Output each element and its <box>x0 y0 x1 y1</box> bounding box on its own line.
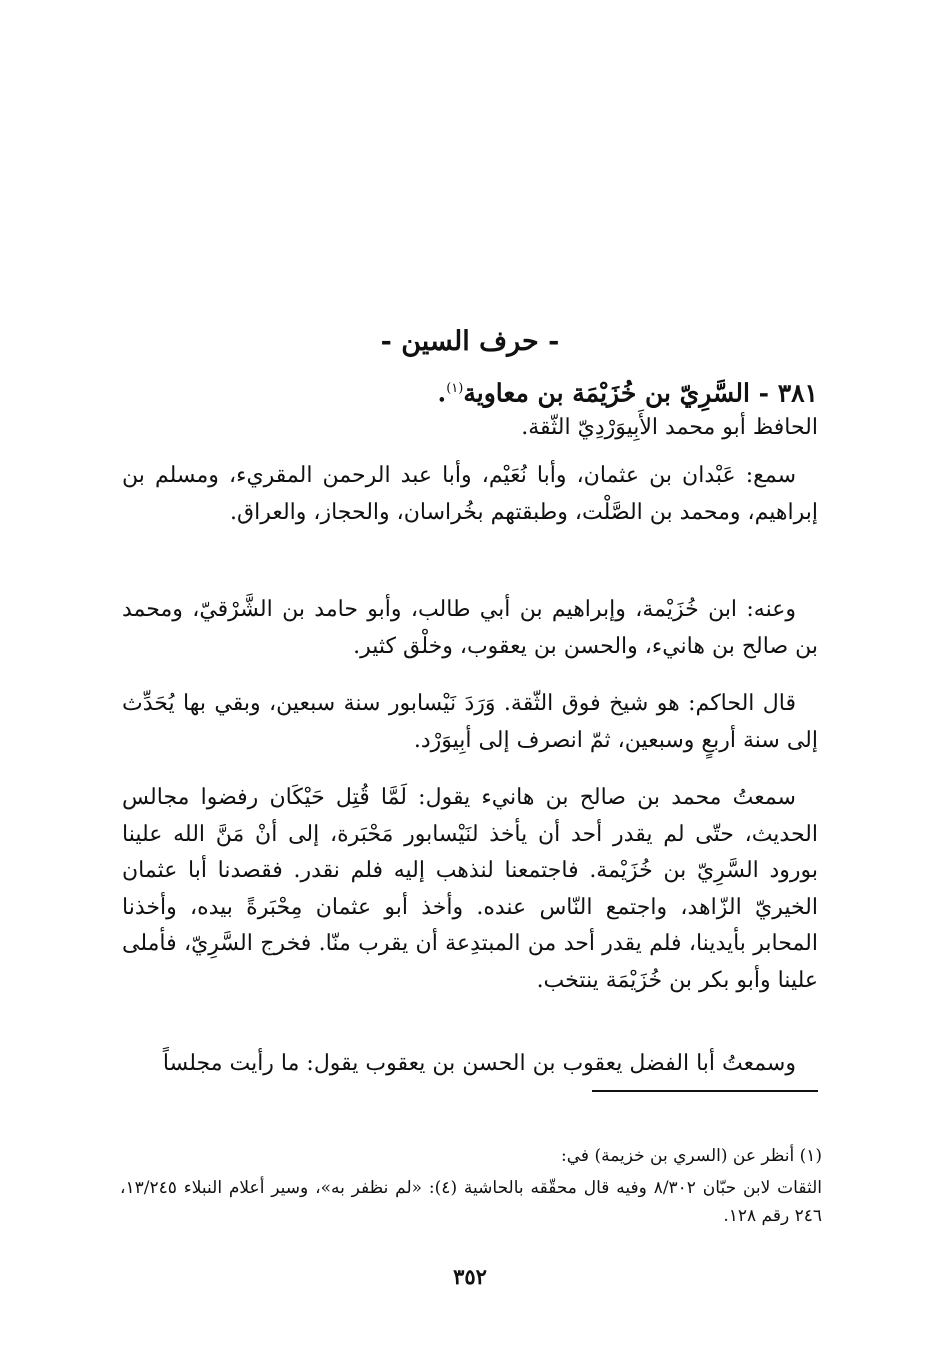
paragraph-text: سمعتُ محمد بن صالح بن هانيء يقول: لَمَّا قُتِل حَيْكَان رفضوا مجالس الحديث، حتّى لم يقدر أحد أن يأخذ لنَيْسابور مَحْبَرة، إلى أنْ مَنَّ الله علينا بورود السَّرِيّ بن خُزَيْمة. فاجتمعنا لنذهب إليه فلم نقدر. فقصدنا أبا عثمان الخيريّ الزّاهد، واجتمع النّاس عنده. وأخذ أبو عثمان مِحْبَرةً بيده، وأخذنا المحابر بأيدينا، فلم يقدر أحد من المبتدِعة أن يقرب منّا. فخرج السَّرِيّ، فأملى علينا وأبو بكر بن خُزَيْمَة ينتخب. <box>122 785 818 993</box>
page-number: ٣٥٢ <box>453 1264 487 1289</box>
entry-description: الحافظ أبو محمد الأَبِيوَرْدِيّ الثّقة. <box>521 415 818 440</box>
entry-heading-end: . <box>437 378 447 408</box>
entry-heading <box>118 370 818 412</box>
paragraph-hakim-quote <box>122 686 818 759</box>
paragraph-text: وسمعتُ أبا الفضل يعقوب بن الحسن بن يعقوب يقول: ما رأيت مجلساً <box>162 1051 796 1076</box>
paragraph-text: وعنه: ابن خُزَيْمة، وإبراهيم بن أبي طالب، وأبو حامد بن الشَّرْقيّ، ومحمد بن صالح بن هانيء، والحسن بن يعقوب، وخلْق كثير. <box>122 597 818 659</box>
footnote-line-2: الثقات لابن حبّان ٨/٣٠٢ وفيه قال محقّقه بالحاشية (٤): «لم نظفر به»، وسير أعلام النبلاء ١٣/٢٤٥، ٢٤٦ رقم ١٢٨. <box>120 1178 822 1226</box>
paragraph-narrated-by <box>122 592 818 665</box>
footnote-mark: (١) <box>446 381 464 396</box>
chapter-title: - حرف السين - <box>380 326 560 357</box>
paragraph-heard-from <box>122 458 818 531</box>
paragraph-continued <box>122 1046 818 1083</box>
paragraph-text: سمع: عَبْدان بن عثمان، وأبا نُعَيْم، وأبا عبد الرحمن المقريء، ومسلم بن إبراهيم، ومحمد بن الصَّلْت، وطبقتهم بخُراسان، والحجاز، والعراق. <box>122 463 818 525</box>
entry-heading-text: ٣٨١ - السَّرِيّ بن خُزَيْمَة بن معاوية <box>463 378 818 408</box>
footnote-divider <box>592 1090 818 1092</box>
paragraph-narration <box>122 780 818 999</box>
paragraph-text: قال الحاكم: هو شيخ فوق الثّقة. وَرَدَ نَيْسابور سنة سبعين، وبقي بها يُحَدِّث إلى سنة أربعٍ وسبعين، ثمّ انصرف إلى أبِيوَرْد. <box>122 691 818 753</box>
footnote-line-1: (١) أنظر عن (السري بن خزيمة) في: <box>561 1146 822 1166</box>
